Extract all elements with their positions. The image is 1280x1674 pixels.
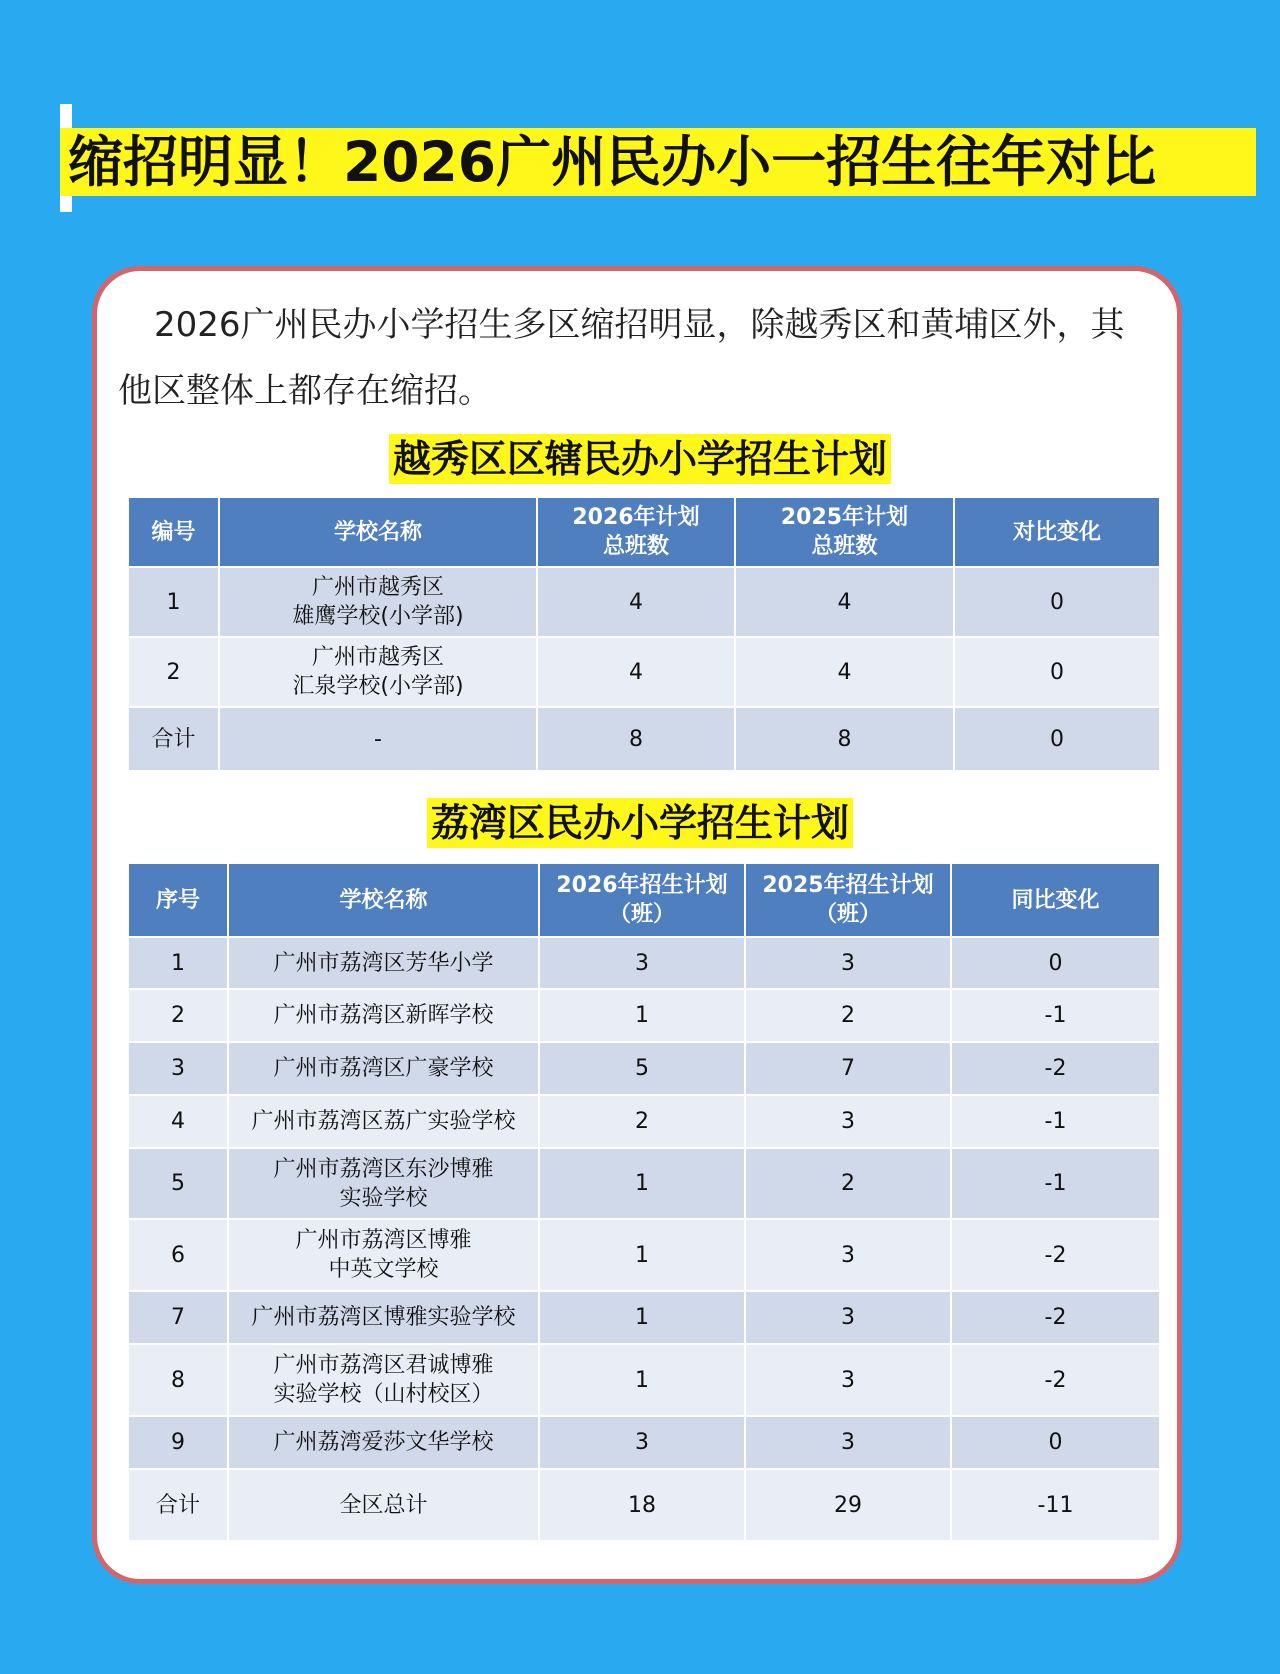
liwan-col-school: 学校名称 bbox=[228, 863, 539, 937]
liwan-plan-2025-cell: 3 bbox=[745, 1219, 951, 1291]
liwan-plan-2026-cell: 1 bbox=[539, 989, 745, 1042]
liwan-plan-2025-cell: 3 bbox=[745, 1291, 951, 1344]
yuexiu-col-id: 编号 bbox=[128, 497, 219, 567]
page-title: 缩招明显！2026广州民办小一招生往年对比 bbox=[68, 130, 1157, 194]
yuexiu-header-row bbox=[128, 497, 1160, 567]
liwan-table-row bbox=[128, 1344, 1160, 1416]
liwan-table-row bbox=[128, 1095, 1160, 1148]
yuexiu-table bbox=[127, 496, 1161, 772]
liwan-table-row bbox=[128, 1291, 1160, 1344]
liwan-change-cell: 0 bbox=[951, 937, 1160, 989]
liwan-table-row bbox=[128, 989, 1160, 1042]
liwan-id-cell: 2 bbox=[128, 989, 228, 1042]
liwan-id-cell: 4 bbox=[128, 1095, 228, 1148]
yuexiu-section-title: 越秀区区辖民办小学招生计划 bbox=[389, 434, 891, 484]
liwan-id-cell: 9 bbox=[128, 1416, 228, 1469]
yuexiu-school-cell: 广州市越秀区 汇泉学校(小学部) bbox=[219, 637, 537, 707]
liwan-plan-2026-cell: 1 bbox=[539, 1148, 745, 1219]
liwan-plan-2025-cell: 3 bbox=[745, 1344, 951, 1416]
yuexiu-plan-2025-cell: 8 bbox=[735, 707, 954, 771]
liwan-id-cell: 5 bbox=[128, 1148, 228, 1219]
liwan-plan-2026-cell: 18 bbox=[539, 1469, 745, 1541]
yuexiu-col-change: 对比变化 bbox=[954, 497, 1160, 567]
liwan-plan-2026-cell: 2 bbox=[539, 1095, 745, 1148]
liwan-school-cell: 广州市荔湾区博雅 中英文学校 bbox=[228, 1219, 539, 1291]
yuexiu-table-row bbox=[128, 567, 1160, 637]
liwan-id-cell: 6 bbox=[128, 1219, 228, 1291]
yuexiu-plan-2026-cell: 8 bbox=[537, 707, 735, 771]
liwan-plan-2025-cell: 2 bbox=[745, 1148, 951, 1219]
liwan-title-wrap bbox=[0, 798, 1280, 848]
yuexiu-col-2025: 2025年计划 总班数 bbox=[735, 497, 954, 567]
yuexiu-school-cell: - bbox=[219, 707, 537, 771]
yuexiu-id-cell: 1 bbox=[128, 567, 219, 637]
liwan-table-row bbox=[128, 1042, 1160, 1095]
liwan-school-cell: 广州市荔湾区新晖学校 bbox=[228, 989, 539, 1042]
liwan-plan-2025-cell: 2 bbox=[745, 989, 951, 1042]
liwan-table-row bbox=[128, 1469, 1160, 1541]
liwan-table-row bbox=[128, 1219, 1160, 1291]
yuexiu-change-cell: 0 bbox=[954, 567, 1160, 637]
liwan-col-change: 同比变化 bbox=[951, 863, 1160, 937]
liwan-school-cell: 广州市荔湾区广豪学校 bbox=[228, 1042, 539, 1095]
liwan-change-cell: -1 bbox=[951, 1095, 1160, 1148]
liwan-school-cell: 广州市荔湾区君诚博雅 实验学校（山村校区） bbox=[228, 1344, 539, 1416]
liwan-school-cell: 广州市荔湾区荔广实验学校 bbox=[228, 1095, 539, 1148]
liwan-table-row bbox=[128, 1148, 1160, 1219]
liwan-school-cell: 广州市荔湾区东沙博雅 实验学校 bbox=[228, 1148, 539, 1219]
liwan-plan-2026-cell: 1 bbox=[539, 1291, 745, 1344]
liwan-school-cell: 全区总计 bbox=[228, 1469, 539, 1541]
liwan-plan-2025-cell: 3 bbox=[745, 1416, 951, 1469]
liwan-id-cell: 7 bbox=[128, 1291, 228, 1344]
liwan-change-cell: -2 bbox=[951, 1042, 1160, 1095]
liwan-id-cell: 3 bbox=[128, 1042, 228, 1095]
yuexiu-plan-2026-cell: 4 bbox=[537, 567, 735, 637]
yuexiu-id-cell: 合计 bbox=[128, 707, 219, 771]
liwan-change-cell: -2 bbox=[951, 1291, 1160, 1344]
liwan-school-cell: 广州市荔湾区博雅实验学校 bbox=[228, 1291, 539, 1344]
liwan-plan-2026-cell: 3 bbox=[539, 937, 745, 989]
yuexiu-plan-2026-cell: 4 bbox=[537, 637, 735, 707]
liwan-plan-2025-cell: 3 bbox=[745, 1095, 951, 1148]
liwan-change-cell: -1 bbox=[951, 989, 1160, 1042]
liwan-plan-2025-cell: 7 bbox=[745, 1042, 951, 1095]
liwan-plan-2025-cell: 29 bbox=[745, 1469, 951, 1541]
liwan-table bbox=[127, 862, 1161, 1542]
yuexiu-change-cell: 0 bbox=[954, 707, 1160, 771]
liwan-change-cell: -2 bbox=[951, 1219, 1160, 1291]
liwan-change-cell: 0 bbox=[951, 1416, 1160, 1469]
yuexiu-col-school: 学校名称 bbox=[219, 497, 537, 567]
liwan-col-2025: 2025年招生计划 （班） bbox=[745, 863, 951, 937]
liwan-change-cell: -1 bbox=[951, 1148, 1160, 1219]
liwan-col-id: 序号 bbox=[128, 863, 228, 937]
yuexiu-plan-2025-cell: 4 bbox=[735, 567, 954, 637]
liwan-plan-2025-cell: 3 bbox=[745, 937, 951, 989]
liwan-id-cell: 合计 bbox=[128, 1469, 228, 1541]
yuexiu-plan-2025-cell: 4 bbox=[735, 637, 954, 707]
liwan-plan-2026-cell: 5 bbox=[539, 1042, 745, 1095]
yuexiu-table-row bbox=[128, 637, 1160, 707]
liwan-change-cell: -2 bbox=[951, 1344, 1160, 1416]
liwan-school-cell: 广州市荔湾区芳华小学 bbox=[228, 937, 539, 989]
yuexiu-table-row bbox=[128, 707, 1160, 771]
liwan-id-cell: 1 bbox=[128, 937, 228, 989]
liwan-change-cell: -11 bbox=[951, 1469, 1160, 1541]
yuexiu-change-cell: 0 bbox=[954, 637, 1160, 707]
liwan-plan-2026-cell: 3 bbox=[539, 1416, 745, 1469]
liwan-table-row bbox=[128, 1416, 1160, 1469]
liwan-id-cell: 8 bbox=[128, 1344, 228, 1416]
liwan-plan-2026-cell: 1 bbox=[539, 1344, 745, 1416]
liwan-section-title: 荔湾区民办小学招生计划 bbox=[427, 798, 853, 848]
yuexiu-school-cell: 广州市越秀区 雄鹰学校(小学部) bbox=[219, 567, 537, 637]
liwan-school-cell: 广州荔湾爱莎文华学校 bbox=[228, 1416, 539, 1469]
liwan-header-row bbox=[128, 863, 1160, 937]
yuexiu-title-wrap bbox=[0, 434, 1280, 484]
liwan-plan-2026-cell: 1 bbox=[539, 1219, 745, 1291]
liwan-table-row bbox=[128, 937, 1160, 989]
yuexiu-id-cell: 2 bbox=[128, 637, 219, 707]
intro-paragraph: 2026广州民办小学招生多区缩招明显，除越秀区和黄埔区外，其他区整体上都存在缩招。 bbox=[118, 305, 1125, 411]
yuexiu-col-2026: 2026年计划 总班数 bbox=[537, 497, 735, 567]
liwan-col-2026: 2026年招生计划 （班） bbox=[539, 863, 745, 937]
